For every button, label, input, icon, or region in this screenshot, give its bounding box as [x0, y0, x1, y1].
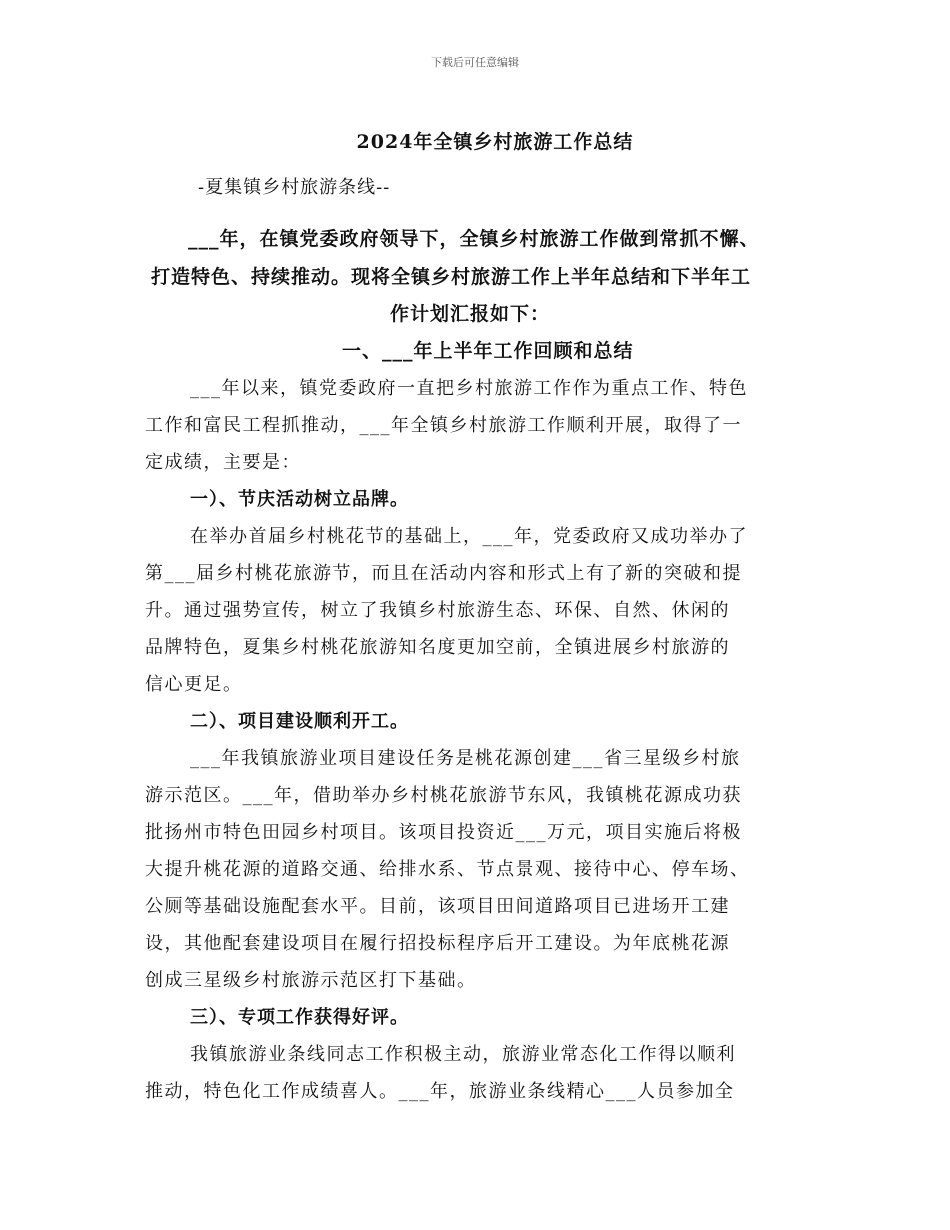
paragraph-line: 第___届乡村桃花旅游节，而且在活动内容和形式上有了新的突破和提: [145, 563, 742, 584]
header-note: 下载后可任意编辑: [431, 56, 519, 69]
paragraph-line: 工作和富民工程抓推动，___年全镇乡村旅游工作顺利开展，取得了一: [145, 415, 742, 436]
paragraph-line: 游示范区。___年，借助举办乡村桃花旅游节东风，我镇桃花源成功获: [145, 785, 742, 806]
paragraph-line: 在举办首届乡村桃花节的基础上，___年，党委政府又成功举办了: [190, 526, 748, 547]
paragraph-line: 升。通过强势宣传，树立了我镇乡村旅游生态、环保、自然、休闲的: [145, 600, 730, 621]
paragraph-line: ___年我镇旅游业项目建设任务是桃花源创建___省三星级乡村旅: [190, 748, 741, 769]
paragraph-line: 我镇旅游业条线同志工作积极主动，旅游业常态化工作得以顺利: [190, 1044, 736, 1065]
subsection-heading: 二）、项目建设顺利开工。: [190, 711, 409, 732]
paragraph-line: 设，其他配套建设项目在履行招投标程序后开工建设。为年底桃花源: [145, 933, 730, 954]
subsection-heading: 三）、专项工作获得好评。: [190, 1007, 409, 1028]
subsection-heading: 一）、节庆活动树立品牌。: [190, 489, 409, 510]
intro-line: ___年，在镇党委政府领导下，全镇乡村旅游工作做到常抓不懈、: [188, 228, 760, 250]
paragraph-line: 定成绩，主要是：: [145, 452, 301, 473]
paragraph-line: 创成三星级乡村旅游示范区打下基础。: [145, 970, 477, 991]
intro-line: 作计划汇报如下：: [390, 303, 551, 325]
paragraph-line: 大提升桃花源的道路交通、给排水系、节点景观、接待中心、停车场、: [145, 859, 750, 880]
section-heading: 一、___年上半年工作回顾和总结: [342, 340, 634, 362]
document-subtitle: -夏集镇乡村旅游条线--: [198, 177, 391, 198]
paragraph-line: 推动，特色化工作成绩喜人。___年，旅游业条线精心___人员参加全: [145, 1081, 735, 1102]
paragraph-line: 公厕等基础设施配套水平。目前，该项目田间道路项目已进场开工建: [145, 896, 730, 917]
paragraph-line: 批扬州市特色田园乡村项目。该项目投资近___万元，项目实施后将极: [145, 822, 742, 843]
paragraph-line: ___年以来，镇党委政府一直把乡村旅游工作作为重点工作、特色: [190, 378, 748, 399]
intro-line: 打造特色、持续推动。现将全镇乡村旅游工作上半年总结和下半年工: [151, 266, 752, 288]
paragraph-line: 信心更足。: [145, 674, 243, 695]
paragraph-line: 品牌特色，夏集乡村桃花旅游知名度更加空前，全镇进展乡村旅游的: [145, 637, 730, 658]
document-title: 2024年全镇乡村旅游工作总结: [356, 131, 634, 153]
